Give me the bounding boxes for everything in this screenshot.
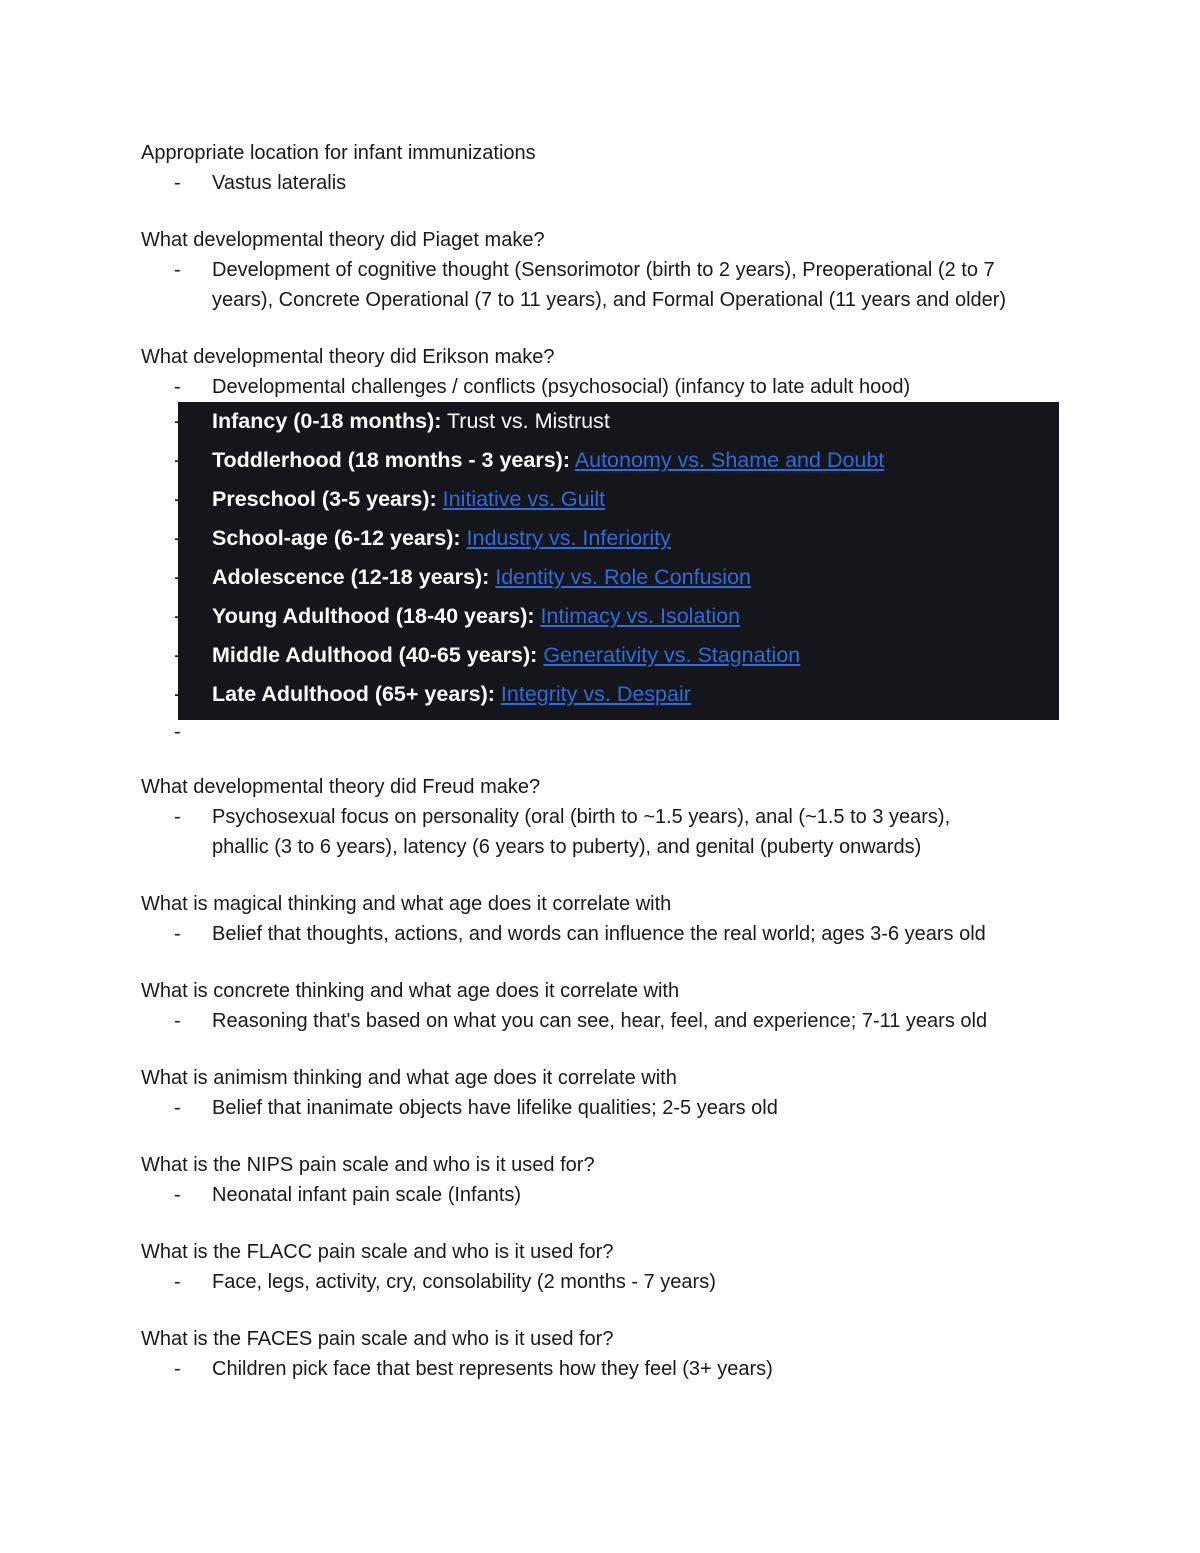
dash-marker: - [174,172,181,194]
answer-item [141,802,1071,862]
stage-label: Adolescence (12-18 years): [212,565,490,589]
stage-label: Middle Adulthood (40-65 years): [212,643,538,667]
question-animism-thinking: What is animism thinking and what age does it correlate with [141,1067,677,1089]
answer-item [141,1180,1071,1210]
question-immunization-site: Appropriate location for infant immunizations [141,142,536,164]
answer-item [141,1267,1071,1297]
answer-item [141,1006,1071,1036]
question-nips-scale: What is the NIPS pain scale and who is it used for? [141,1154,595,1176]
question-concrete-thinking: What is concrete thinking and what age does it correlate with [141,980,680,1002]
question-piaget: What developmental theory did Piaget make? [141,229,545,251]
stage-conflict-link[interactable]: Autonomy vs. Shame and Doubt [574,448,885,472]
stage-row [174,441,1059,480]
stage-conflict-link[interactable]: Industry vs. Inferiority [466,526,671,550]
stage-label: Toddlerhood (18 months - 3 years): [212,448,570,472]
dash-marker: - [174,565,182,589]
dash-marker: - [174,721,181,743]
answer-item [141,1093,1071,1123]
dash-marker: - [174,1010,181,1032]
answer-text: Face, legs, activity, cry, consolability (2 months - 7 years) [212,1271,716,1293]
dash-marker: - [174,526,182,550]
answer-text-line-1: Development of cognitive thought (Sensorimotor (birth to 2 years), Preoperational (2 to 7 [212,259,995,281]
stage-label: Young Adulthood (18-40 years): [212,604,535,628]
dash-marker: - [174,1184,181,1206]
answer-text: Belief that thoughts, actions, and words can influence the real world; ages 3-6 years old [212,923,986,945]
stage-label: School-age (6-12 years): [212,526,461,550]
dash-marker: - [174,259,181,281]
erikson-stages-block [174,402,1059,720]
stage-row [174,675,1059,714]
answer-item [141,1354,1071,1384]
dash-marker: - [174,806,181,828]
dash-marker: - [174,376,181,398]
dash-marker: - [174,604,182,628]
stage-conflict-link[interactable]: Integrity vs. Despair [500,682,691,706]
stage-conflict-link[interactable]: Intimacy vs. Isolation [540,604,741,628]
answer-text-line-2: years), Concrete Operational (7 to 11 years), and Formal Operational (11 years and older) [212,289,1007,311]
stage-conflict-link[interactable]: Identity vs. Role Confusion [495,565,751,589]
answer-text: Belief that inanimate objects have lifelike qualities; 2-5 years old [212,1097,778,1119]
dash-marker: - [174,1358,181,1380]
empty-bullet [141,720,1071,748]
document-page [141,138,1071,1384]
dash-marker: - [174,1097,181,1119]
dash-marker: - [174,409,182,433]
answer-text: Neonatal infant pain scale (Infants) [212,1184,522,1206]
answer-text: Reasoning that's based on what you can see, hear, feel, and experience; 7-11 years old [212,1010,988,1032]
answer-text: Developmental challenges / conflicts (psychosocial) (infancy to late adult hood) [212,376,911,398]
answer-item [141,919,1071,949]
answer-item [141,255,1071,315]
answer-text: Children pick face that best represents how they feel (3+ years) [212,1358,773,1380]
question-erikson: What developmental theory did Erikson make? [141,346,555,368]
answer-text-line-1: Psychosexual focus on personality (oral (birth to ~1.5 years), anal (~1.5 to 3 years), [212,806,951,828]
stage-row [174,558,1059,597]
dash-marker: - [174,682,182,706]
answer-text: Vastus lateralis [212,172,347,194]
stage-conflict: Trust vs. Mistrust [446,409,610,433]
question-magical-thinking: What is magical thinking and what age does it correlate with [141,893,672,915]
stage-row [174,597,1059,636]
stage-label: Late Adulthood (65+ years): [212,682,495,706]
answer-item [141,168,1071,198]
stage-conflict-link[interactable]: Generativity vs. Stagnation [543,643,801,667]
stage-conflict-link[interactable]: Initiative vs. Guilt [442,487,606,511]
question-freud: What developmental theory did Freud make? [141,776,541,798]
stage-row [174,480,1059,519]
answer-item [141,372,1071,402]
question-faces-scale: What is the FACES pain scale and who is it used for? [141,1328,614,1350]
stage-label: Preschool (3-5 years): [212,487,437,511]
stage-row [174,402,1059,441]
question-flacc-scale: What is the FLACC pain scale and who is it used for? [141,1241,614,1263]
dash-marker: - [174,1271,181,1293]
dash-marker: - [174,923,181,945]
stage-label: Infancy (0-18 months): [212,409,442,433]
stage-row [174,636,1059,675]
stage-row [174,519,1059,558]
answer-text-line-2: phallic (3 to 6 years), latency (6 years to puberty), and genital (puberty onwards) [212,836,922,858]
dash-marker: - [174,448,182,472]
dash-marker: - [174,643,182,667]
dash-marker: - [174,487,182,511]
